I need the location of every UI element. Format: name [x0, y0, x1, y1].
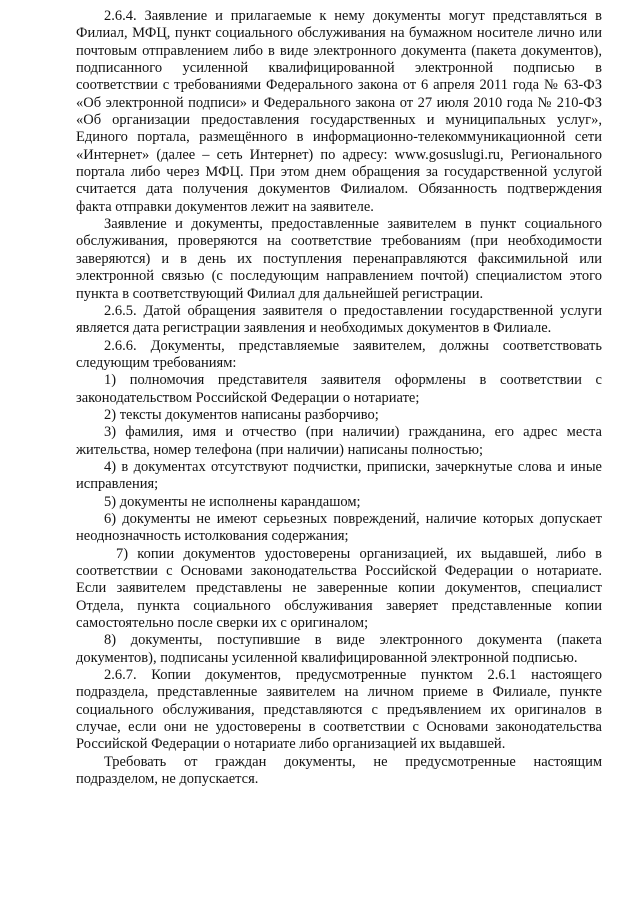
requirement-item-3: 3) фамилия, имя и отчество (при наличии) гражданина, его адрес места жительства, номер телефона (при наличии) написаны полностью;	[76, 424, 602, 458]
requirement-item-8: 8) документы, поступившие в виде электронного документа (пакета документов), подписаны усиленной квалифицированной электронной подписью.	[76, 632, 602, 666]
requirement-item-1: 1) полномочия представителя заявителя оформлены в соответствии с законодательством Российской Федерации о нотариате;	[76, 372, 602, 406]
paragraph-2-6-5: 2.6.5. Датой обращения заявителя о предоставлении государственной услуги является дата регистрации заявления и необходимых документов в Филиале.	[76, 302, 602, 337]
requirement-item-2: 2) тексты документов написаны разборчиво;	[104, 406, 379, 423]
document-page	[76, 8, 602, 788]
paragraph-2-6-4: 2.6.4. Заявление и прилагаемые к нему документы могут представляться в Филиал, МФЦ, пункт социального обслуживания на бумажном носителе лично или почтовым отправлением либо в виде электронного документа (пакета документов), подписанного усиленной квалифицированной электронной подписью в соответствии с требованиями Федерального закона от 6 апреля 2011 года № 63-ФЗ «Об электронной подписи» и Федерального закона от 27 июля 2010 года № 210-ФЗ «Об организации предоставления государственных и муниципальных услуг», Единого портала, размещённого в информационно-телекоммуникационной сети «Интернет» (далее – сеть Интернет) по адресу: www.gosuslugi.ru, Регионального портала либо через МФЦ. При этом днем обращения за государственной услугой считается дата получения документов Филиалом. Обязанность подтверждения факта отправки документов лежит на заявителе.	[76, 8, 602, 215]
requirement-item-7: 7) копии документов удостоверены организацией, их выдавшей, либо в соответствии с Основами законодательства Российской Федерации о нотариате. Если заявителем представлены не заверенные копии документов, специалист Отдела, пункта социального обслуживания заверяет представленные копии самостоятельно после сверки их с оригиналом;	[76, 545, 602, 632]
requirement-item-4: 4) в документах отсутствуют подчистки, приписки, зачеркнутые слова и иные исправления;	[76, 458, 602, 493]
paragraph-2-6-7: 2.6.7. Копии документов, предусмотренные пунктом 2.6.1 настоящего подраздела, представленные заявителем на личном приеме в Филиале, пункте социального обслуживания, представляются с предъявлением их оригиналов в случае, если они не удостоверены в соответствии с Основами законодательства Российской Федерации о нотариате либо организацией их выдавшей.	[76, 667, 602, 753]
paragraph-service-point: Заявление и документы, предоставленные заявителем в пункт социального обслуживания, проверяются на соответствие требованиям (при необходимости заверяются) и в день их поступления перенаправляются факсимильной или электронной связью (с последующим направлением почтой) специалистом этого пункта в соответствующий Филиал для дальнейшей регистрации.	[76, 216, 602, 302]
paragraph-2-6-6: 2.6.6. Документы, представляемые заявителем, должны соответствовать следующим требованиям:	[76, 337, 602, 371]
paragraph-prohibition: Требовать от граждан документы, не предусмотренные настоящим подразделом, не допускается.	[76, 753, 602, 788]
requirement-item-6: 6) документы не имеют серьезных повреждений, наличие которых допускает неоднозначность истолкования содержания;	[76, 510, 602, 545]
requirement-item-5: 5) документы не исполнены карандашом;	[104, 493, 361, 510]
